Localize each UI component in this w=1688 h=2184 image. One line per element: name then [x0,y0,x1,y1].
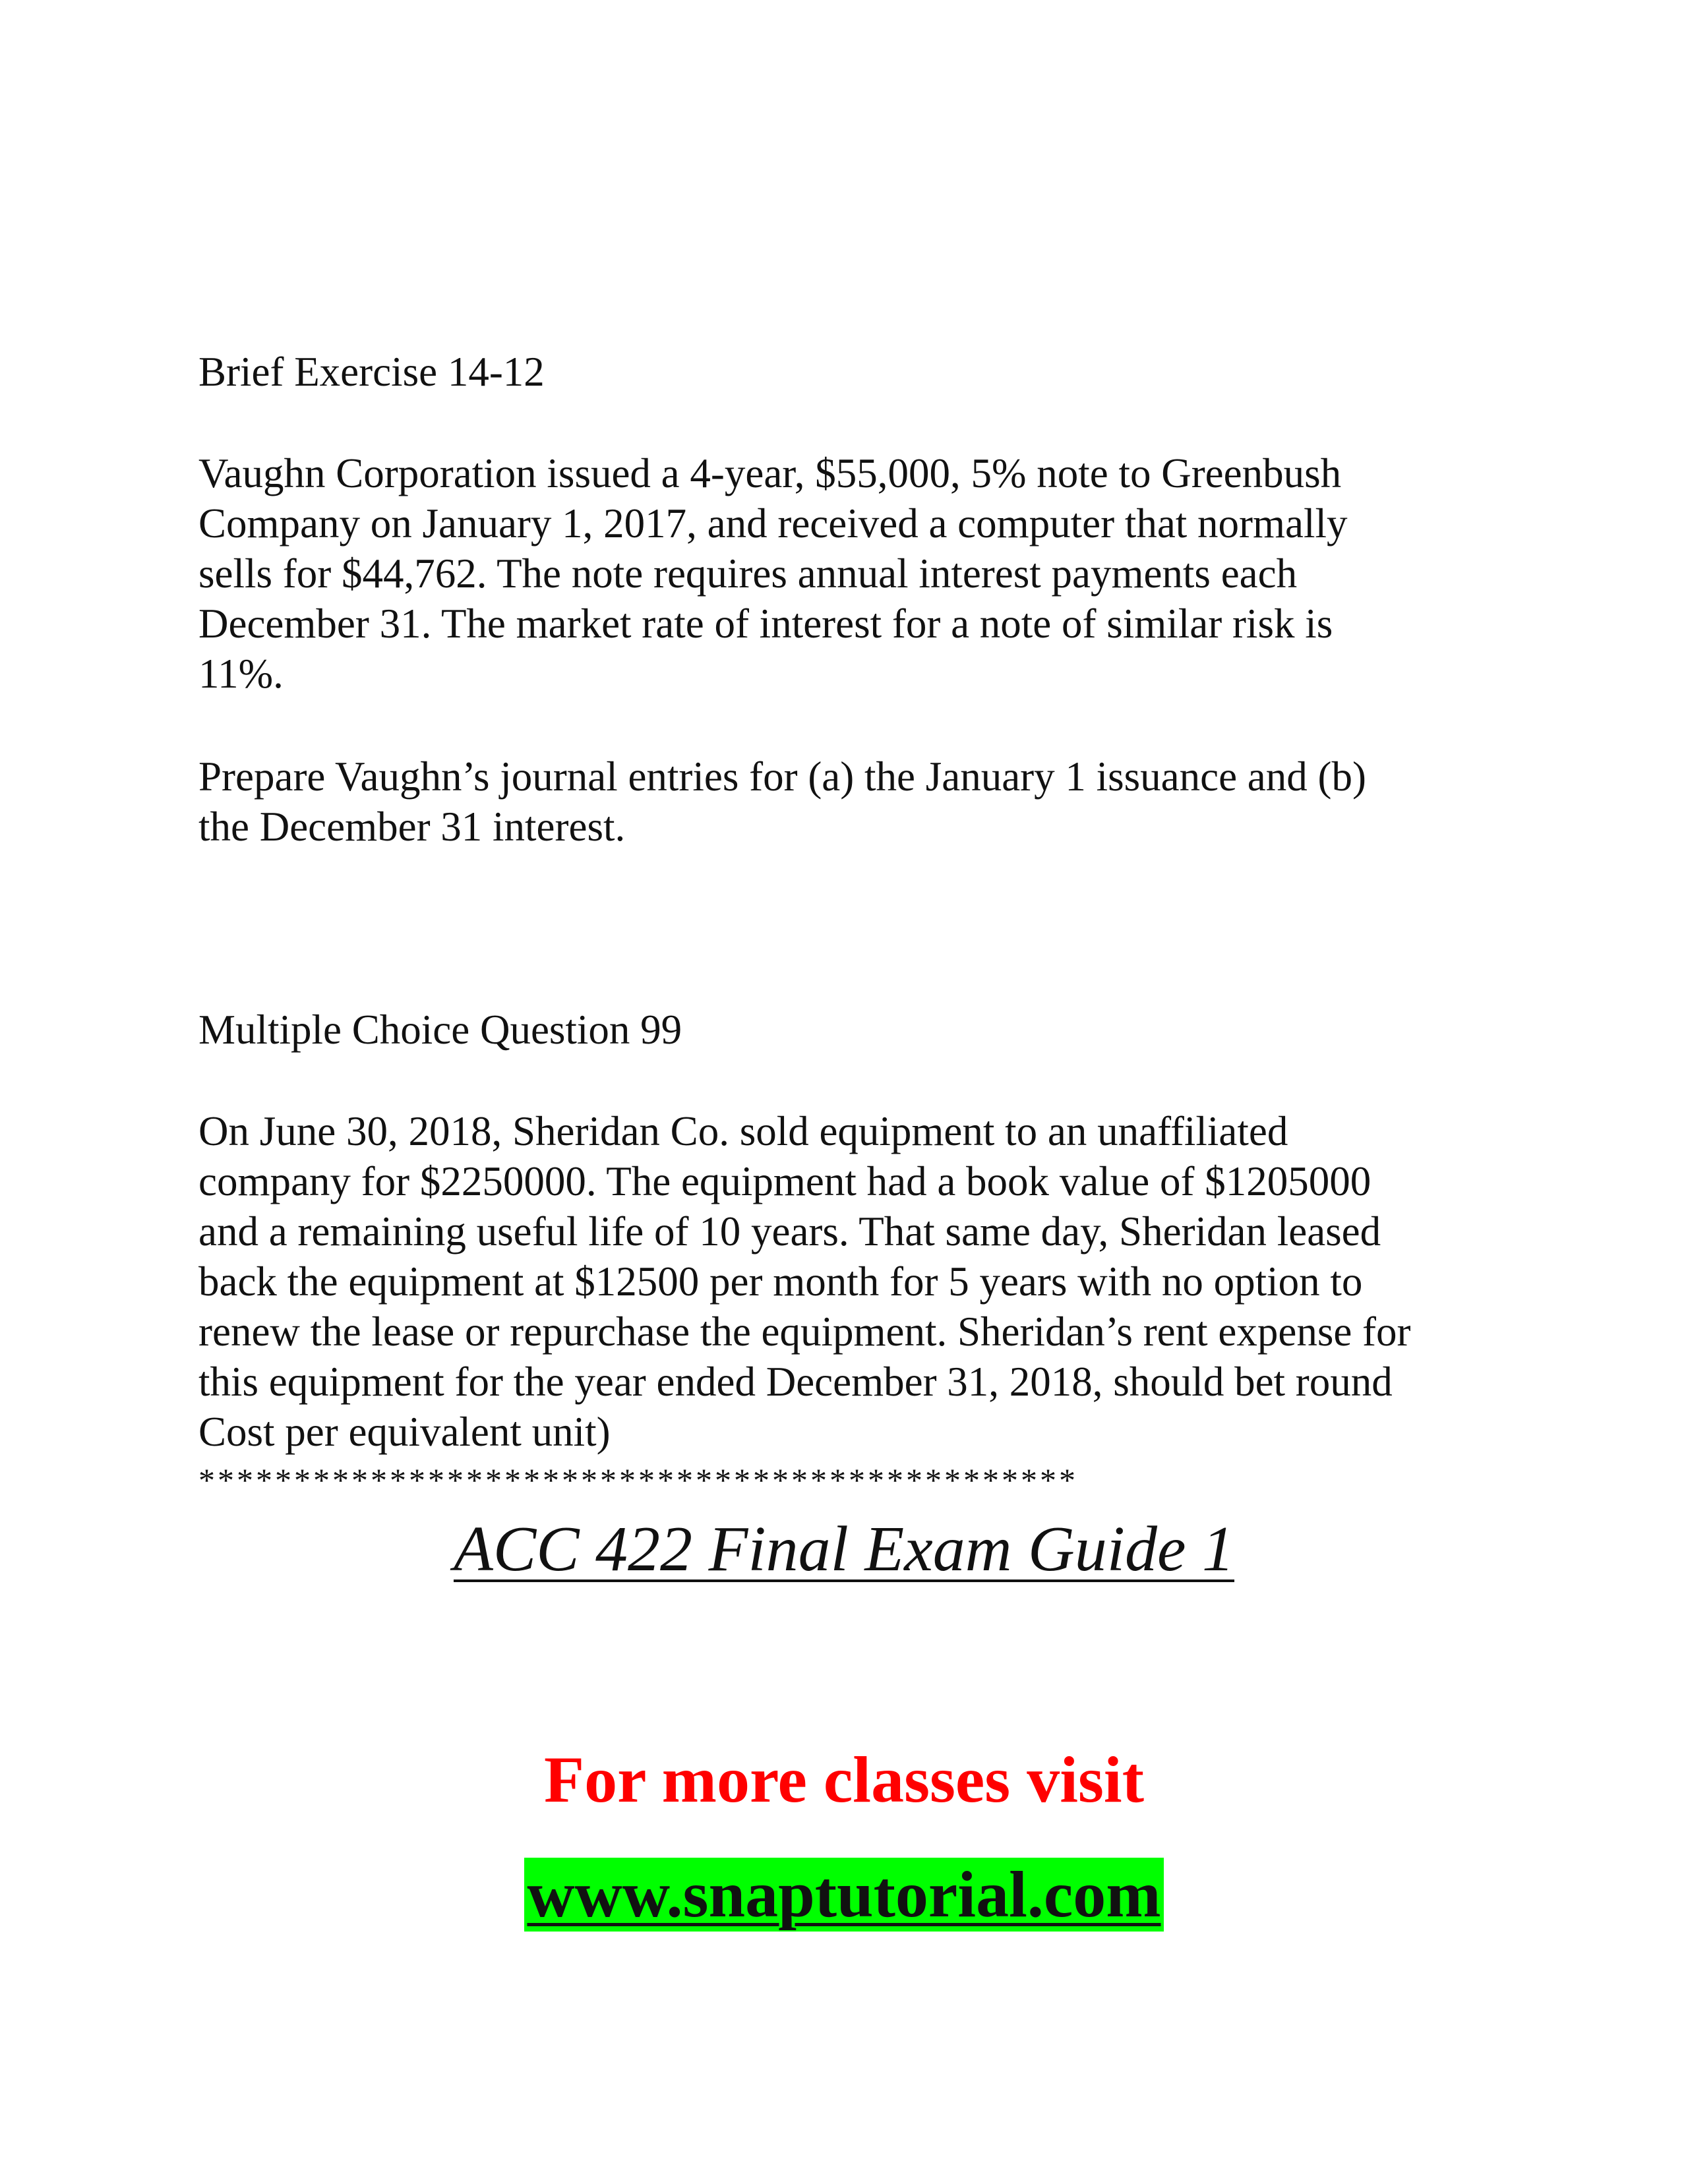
instruction-paragraph [198,752,1517,852]
question-line: and a remaining useful life of 10 years. That same day, Sheridan leased [198,1208,1381,1254]
question-line: back the equipment at $12500 per month for 5 years with no option to [198,1258,1363,1305]
promo-link[interactable]: www.snaptutorial.com [524,1858,1163,1932]
question-line: On June 30, 2018, Sheridan Co. sold equipment to an unaffiliated [198,1108,1288,1154]
question-line: renew the lease or repurchase the equipment. Sheridan’s rent expense for [198,1309,1411,1355]
exercise-line: December 31. The market rate of interest for a note of similar risk is [198,601,1333,647]
exercise-heading: Brief Exercise 14-12 [198,349,545,395]
exercise-line: Vaughn Corporation issued a 4-year, $55,000, 5% note to Greenbush [198,450,1342,496]
instruction-line: the December 31 interest. [198,804,626,850]
promo-link-container [0,1858,1688,1932]
question-heading: Multiple Choice Question 99 [198,1007,682,1053]
guide-title-text: ACC 422 Final Exam Guide 1 [453,1514,1235,1585]
instruction-line: Prepare Vaughn’s journal entries for (a) the January 1 issuance and (b) [198,753,1366,800]
question-line: this equipment for the year ended December 31, 2018, should bet round [198,1359,1393,1405]
guide-title [0,1510,1688,1589]
exercise-line: 11%. [198,651,284,697]
question-line: Cost per equivalent unit) [198,1409,611,1455]
question-paragraph [198,1106,1517,1457]
exercise-line: sells for $44,762. The note requires annual interest payments each [198,550,1298,597]
separator-stars: ********************************************** [198,1461,1078,1498]
exercise-paragraph [198,448,1517,699]
question-line: company for $2250000. The equipment had a book value of $1205000 [198,1158,1372,1204]
exercise-line: Company on January 1, 2017, and received a computer that normally [198,500,1348,546]
promo-text: For more classes visit [543,1743,1144,1816]
